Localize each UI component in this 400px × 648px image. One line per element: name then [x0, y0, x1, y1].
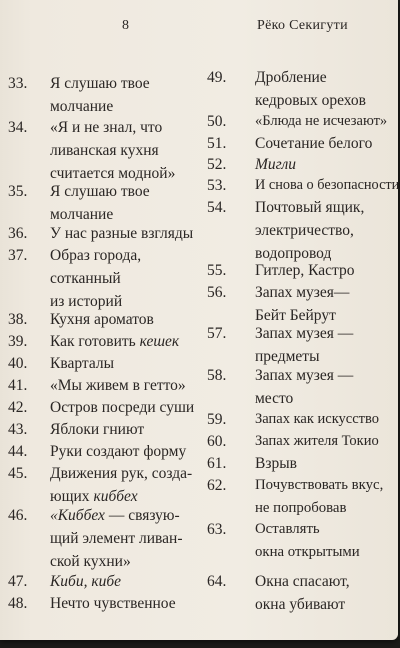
toc-title: Остров посреди суши — [50, 399, 195, 416]
toc-title: Я слушаю твое молчание — [50, 75, 150, 115]
toc-title: «Мы живем в гетто» — [50, 377, 186, 394]
toc-number: 51. — [207, 135, 227, 152]
toc-title: Образ города, сотканный из историй — [50, 247, 142, 310]
toc-number: 34. — [8, 119, 28, 136]
toc-number: 52. — [207, 156, 227, 173]
toc-title: Киби, кибе — [50, 573, 122, 590]
toc-number: 64. — [207, 573, 227, 590]
toc-number: 38. — [8, 311, 28, 328]
toc-title: Как готовить кешек — [50, 333, 180, 350]
toc-number: 56. — [207, 284, 227, 301]
toc-title: Нечто чувственное — [50, 595, 176, 612]
toc-title: Взрыв — [255, 455, 297, 472]
toc-title: Кухня ароматов — [50, 311, 154, 328]
toc-number: 36. — [8, 225, 28, 242]
toc-title: Руки создают форму — [50, 443, 187, 460]
toc-title: «Блюда не исчезают» — [255, 113, 388, 129]
toc-number: 48. — [8, 595, 28, 612]
page-number: 8 — [122, 18, 129, 33]
toc-title: Почтовый ящик, электричество, водопровод — [255, 199, 365, 262]
toc-number: 45. — [8, 465, 28, 482]
toc-number: 47. — [8, 573, 28, 590]
toc-title: Запах музея — место — [255, 367, 354, 407]
toc-number: 37. — [8, 247, 28, 264]
running-header-author: Рёко Секигути — [257, 18, 348, 33]
toc-number: 57. — [207, 325, 227, 342]
toc-title: Окна спасают, окна убивают — [255, 573, 350, 613]
toc-number: 59. — [207, 411, 227, 428]
toc-number: 54. — [207, 199, 227, 216]
toc-number: 33. — [8, 75, 28, 92]
toc-title: Яблоки гниют — [50, 421, 145, 438]
toc-title: Запах музея— Бейт Бейрут — [255, 284, 350, 324]
toc-title: Дробление кедровых орехов — [255, 69, 366, 109]
toc-title: Почувствовать вкус, не попробовав — [255, 477, 384, 516]
toc-title: Кварталы — [50, 355, 115, 372]
toc-number: 44. — [8, 443, 28, 460]
toc-number: 62. — [207, 477, 227, 494]
toc-number: 35. — [8, 183, 28, 200]
toc-title: Движения рук, созда- ющих киббех — [50, 465, 193, 505]
toc-title: «Киббех — связую- щий элемент ливан- ской кухни» — [50, 507, 183, 570]
toc-title: Запах жителя Токио — [255, 433, 379, 449]
toc-number: 55. — [207, 262, 227, 279]
toc-number: 50. — [207, 113, 227, 130]
toc-title: Мигли — [255, 156, 297, 173]
toc-title: У нас разные взгляды — [50, 225, 194, 242]
toc-number: 42. — [8, 399, 28, 416]
toc-number: 43. — [8, 421, 28, 438]
toc-title: И снова о безопасности — [255, 177, 400, 193]
toc-number: 39. — [8, 333, 28, 350]
toc-number: 58. — [207, 367, 227, 384]
toc-number: 63. — [207, 521, 227, 538]
toc-number: 40. — [8, 355, 28, 372]
toc-number: 60. — [207, 433, 227, 450]
toc-title: Сочетание белого — [255, 135, 373, 152]
toc-title: Гитлер, Кастро — [255, 262, 355, 279]
toc-number: 61. — [207, 455, 227, 472]
toc-title: «Я и не знал, что ливанская кухня считается модной» — [50, 119, 176, 182]
toc-title: Запах как искусство — [255, 411, 380, 427]
toc-title: Оставлять окна открытыми — [255, 521, 360, 560]
toc-number: 46. — [8, 507, 28, 524]
toc-title: Я слушаю твое молчание — [50, 183, 150, 223]
toc-number: 49. — [207, 69, 227, 86]
toc-title: Запах музея — предметы — [255, 325, 354, 365]
toc-number: 53. — [207, 177, 227, 194]
toc-number: 41. — [8, 377, 28, 394]
